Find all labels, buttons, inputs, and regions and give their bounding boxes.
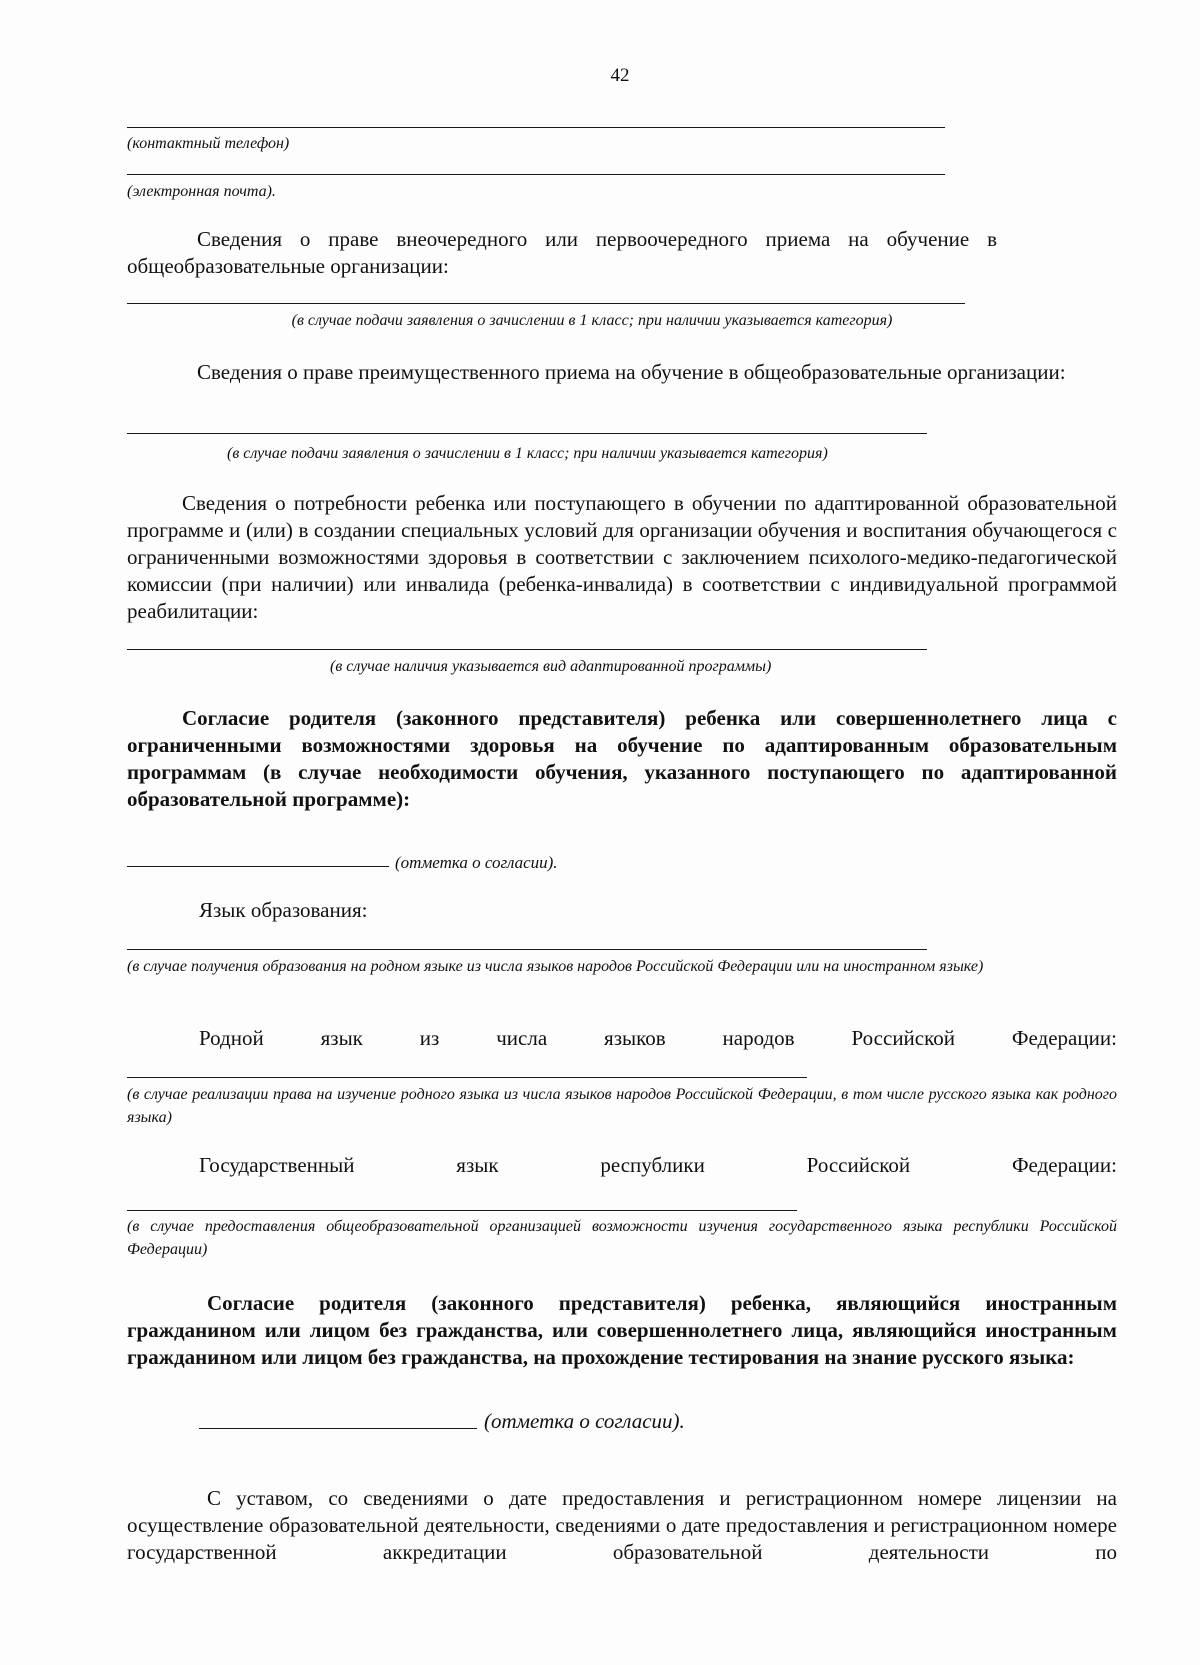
preferential-admission-line [127, 433, 927, 434]
native-language-word: народов [722, 1026, 795, 1050]
adapted-program-need-text: Сведения о потребности ребенка или поступающего в обучении по адаптированной образовательной программе и (или) в создании специальных условий для организации обучения и воспитания обучающегося с ограниченными возможностями здоровья в соответствии с заключением психолого-медико-педагогической комиссии (при наличии) или инвалида (ребенка-инвалида) в соответствии с индивидуальной программой реабилитации: [127, 491, 1117, 623]
consent-foreign-text: Согласие родителя (законного представителя) ребенка, являющийся иностранным гражданином или лицом без гражданства, или совершеннолетнего лица, являющийся иностранным гражданином или лицом без гражданства, на прохождение тестирования на знание русского языка: [127, 1291, 1117, 1369]
email-line [127, 174, 945, 175]
native-language-word: Российской [851, 1026, 955, 1050]
preferential-admission-caption: (в случае подачи заявления о зачислении в 1 класс; при наличии указывается категория) [227, 445, 828, 462]
adapted-program-caption: (в случае наличия указывается вид адаптированной программы) [330, 658, 772, 675]
education-language-label: Язык образования: [199, 898, 368, 922]
consent-adapted-text: Согласие родителя (законного представителя) ребенка или совершеннолетнего лица с ограниченными возможностями здоровья на обучение по адаптированным образовательным программам (в случае необходимости обучения, указанного поступающего по адаптированной образовательной программе): [127, 706, 1117, 811]
education-language-caption: (в случае получения образования на родном языке из числа языков народов Российской Федерации или на иностранном языке) [127, 958, 984, 975]
priority-admission-text: Сведения о праве внеочередного или первоочередного приема на обучение в общеобразовательные организации: [127, 227, 997, 278]
native-language-word: из [419, 1026, 440, 1050]
education-language-line [127, 949, 927, 950]
native-language-word: Федерации: [1011, 1026, 1117, 1050]
native-language-word: числа [496, 1026, 548, 1050]
native-language-line-text [199, 1025, 1117, 1052]
state-language-word: Российской [806, 1153, 911, 1177]
preferential-admission-text: Сведения о праве преимущественного приема на обучение в общеобразовательные организации: [197, 360, 1066, 384]
state-language-word: республики [600, 1153, 705, 1177]
native-language-caption: (в случае реализации права на изучение родного языка из числа языков народов Российской Федерации, в том числе русского языка как родного языка) [127, 1086, 1117, 1126]
state-language-word: Государственный [199, 1153, 355, 1177]
priority-admission-line [127, 303, 965, 304]
page-number: 42 [610, 65, 630, 86]
state-language-word: язык [456, 1153, 499, 1177]
native-language-word: языков [604, 1026, 666, 1050]
priority-admission-caption: (в случае подачи заявления о зачислении в 1 класс; при наличии указывается категория) [291, 312, 893, 329]
consent-adapted-mark-caption: (отметка о согласии). [395, 853, 558, 872]
consent-foreign-mark-caption: (отметка о согласии). [484, 1409, 685, 1433]
phone-line [127, 127, 945, 128]
state-language-word: Федерации: [1011, 1153, 1117, 1177]
adapted-program-line [127, 649, 927, 650]
native-language-line [127, 1077, 807, 1078]
consent-adapted-mark-line[interactable] [127, 866, 389, 867]
consent-foreign-mark-line[interactable] [199, 1428, 477, 1429]
native-language-word: язык [320, 1026, 363, 1050]
state-language-line-text [199, 1152, 1117, 1179]
native-language-word: Родной [199, 1026, 264, 1050]
charter-paragraph-text: С уставом, со сведениями о дате предоставления и регистрационном номере лицензии на осуществление образовательной деятельности, сведениями о дате предоставления и регистрационном номере государственной аккредитации образовательной деятельности по [127, 1486, 1117, 1564]
contact-phone-caption: (контактный телефон) [127, 135, 290, 152]
state-language-line [127, 1210, 797, 1211]
email-caption: (электронная почта). [127, 183, 276, 200]
state-language-caption: (в случае предоставления общеобразовательной организацией возможности изучения государственного языка республики Российской Федерации) [127, 1218, 1117, 1258]
